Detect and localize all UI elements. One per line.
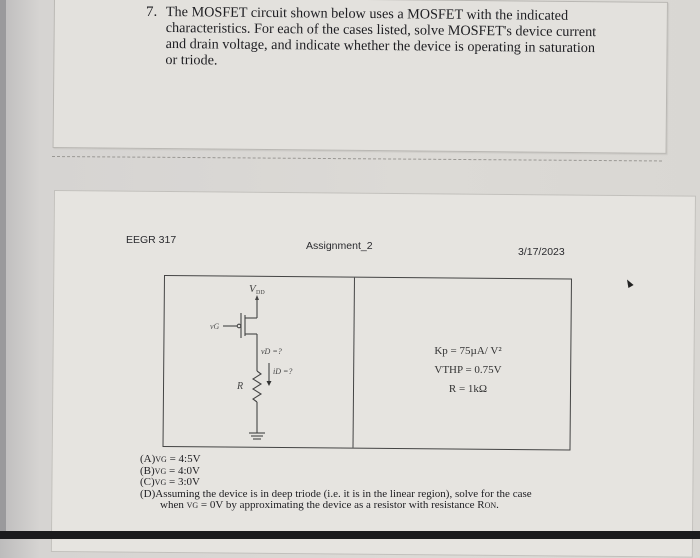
vdd-label: V [249, 283, 256, 295]
case-list [140, 454, 570, 512]
screen-bottom-bezel [0, 531, 700, 539]
drain-current-label: iD =? [273, 367, 293, 376]
param-kp: Kp = 75µA/ V² [434, 345, 502, 357]
resistor-label: R [237, 381, 244, 392]
course-code: EEGR 317 [126, 234, 177, 246]
section-divider [52, 156, 662, 161]
gate-label: vG [210, 322, 220, 331]
device-parameters [423, 342, 513, 399]
screen-bezel [0, 0, 6, 539]
question-number: 7. [146, 4, 158, 20]
question-text: The MOSFET circuit shown below uses a MOSFET with the indicated characteristics. For each of the cases listed, solve MOSFET's device current and drain voltage, and indicate whether the device is operating in saturation or triode. [165, 4, 597, 69]
assignment-date: 3/17/2023 [518, 246, 565, 258]
vdd-subscript: DD [256, 290, 265, 296]
case-b: (B)VG = 4:0V [140, 464, 200, 477]
case-c: (C)VG = 3:0V [140, 476, 200, 488]
assignment-title: Assignment_2 [306, 240, 373, 252]
param-vthp: VTHP = 0.75V [434, 364, 502, 376]
case-d: (D)Assuming the device is in deep triode (i.e. it is in the linear region), solve for the case [140, 487, 532, 500]
mosfet-circuit-diagram [190, 270, 360, 450]
param-r: R = 1kΩ [448, 383, 488, 395]
case-d-continued: when VG = 0V by approximating the device as a resistor with resistance RON. [160, 499, 499, 511]
drain-voltage-label: vD =? [261, 347, 282, 356]
case-a: (A)VG = 4:5V [140, 453, 201, 465]
